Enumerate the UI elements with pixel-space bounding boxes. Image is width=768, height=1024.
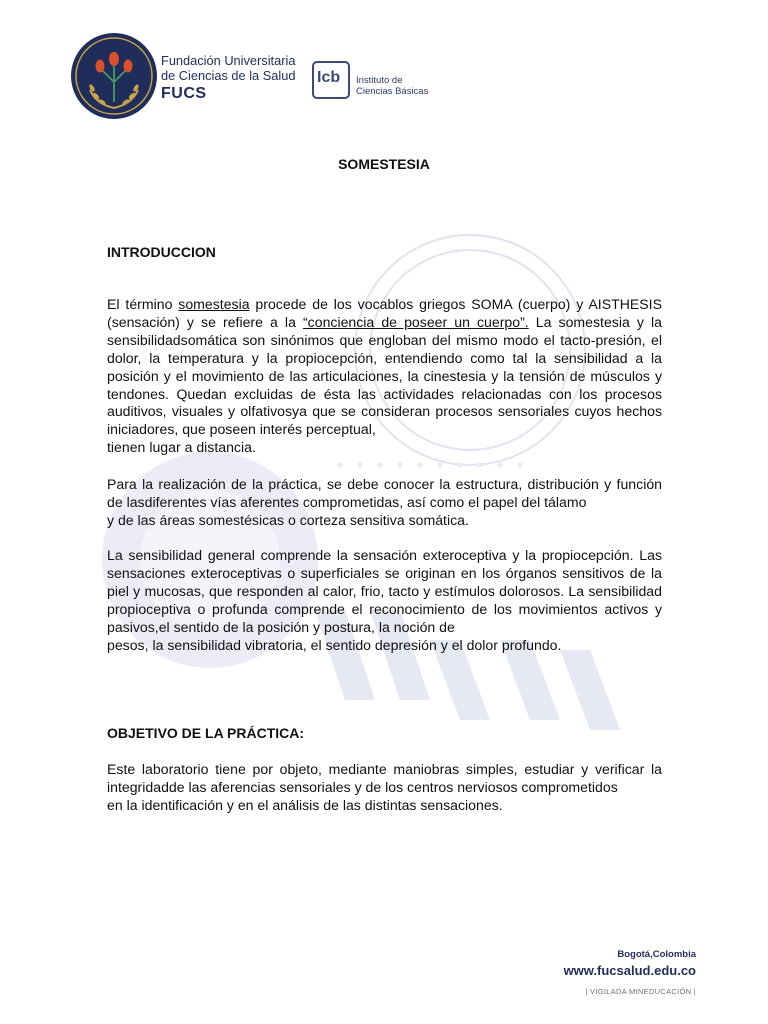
intro-text-middle: procede de los vocablos griegos SOMA (cuerpo) y AISTHESIS (sensación) y se refiere a la [107,296,663,330]
footer-city: Bogotá,Colombia [617,949,696,960]
icb-logo-letters: Icb [317,69,341,86]
icb-name-line2: Ciencias Básicas [356,86,429,97]
institution-acronym: FUCS [161,85,207,102]
footer-website-link[interactable]: www.fucsalud.edu.co [563,963,696,978]
icb-name-line1: Instituto de [356,75,403,86]
institution-name-line2: de Ciencias de la Salud [161,68,296,83]
document-title: SOMESTESIA [338,156,430,172]
icb-logo [312,61,350,99]
intro-text-start: El término [107,296,179,312]
introduction-paragraph [107,296,662,457]
quoted-definition: “conciencia de poseer un cuerpo”. [302,313,529,330]
objective-heading: OBJETIVO DE LA PRÁCTICA: [107,725,305,741]
objective-paragraph [107,761,662,815]
practice-last-line: y de las áreas somestésicas o corteza sensitiva somática. [107,511,469,528]
practice-paragraph [107,476,662,530]
practice-text: Para la realización de la práctica, se debe conocer la estructura, distribución y función de lasdiferentes vías aferentes comprometidas, así como el papel del tálamo [107,476,662,510]
intro-text-rest: La somestesia y la sensibilidadsomática son sinónimos que engloban del mismo modo el tacto-presión, el dolor, la temperatura y la propiocepción, entendiendo como tal la sensibilidad a la posición y el movimiento de las articulaciones, la cinestesia y la tensión de músculos y tendones. Quedan excluidas de ésta las actividades relacionadas con los procesos auditivos, visuales y olfativosya que se consideran procesos sensoriales cuyos hechos iniciadores, que poseen interés perceptual, [107,313,662,438]
sensibility-text: La sensibilidad general comprende la sensación exteroceptiva y la propiocepción. Las sensaciones exteroceptivas o superficiales se originan en los órganos sensitivos de la piel y mucosas, que responden al calor, frio, tacto y estímulos dolorosos. La sensibilidad propioceptiva o profunda comprende el reconocimiento de los movimientos activos y pasivos,el sentido de la posición y postura, la noción de [107,547,662,635]
objective-text: Este laboratorio tiene por objeto, mediante maniobras simples, estudiar y verificar la integridadde las aferencias sensoriales y de los centros nerviosos comprometidos [107,761,662,795]
institution-name-line1: Fundación Universitaria [161,53,296,68]
footer-vigilada-label: | VIGILADA MINEDUCACIÓN | [585,987,696,996]
sensibility-last-line: pesos, la sensibilidad vibratoria, el sentido depresión y el dolor profundo. [107,636,562,653]
sensibility-paragraph [107,547,662,654]
intro-last-line: tienen lugar a distancia. [107,439,256,456]
fucs-seal-logo [70,32,158,120]
term-somestesia: somestesia [178,296,250,312]
objective-last-line: en la identificación y en el análisis de las distintas sensaciones. [107,796,503,813]
introduction-heading: INTRODUCCION [107,244,216,260]
